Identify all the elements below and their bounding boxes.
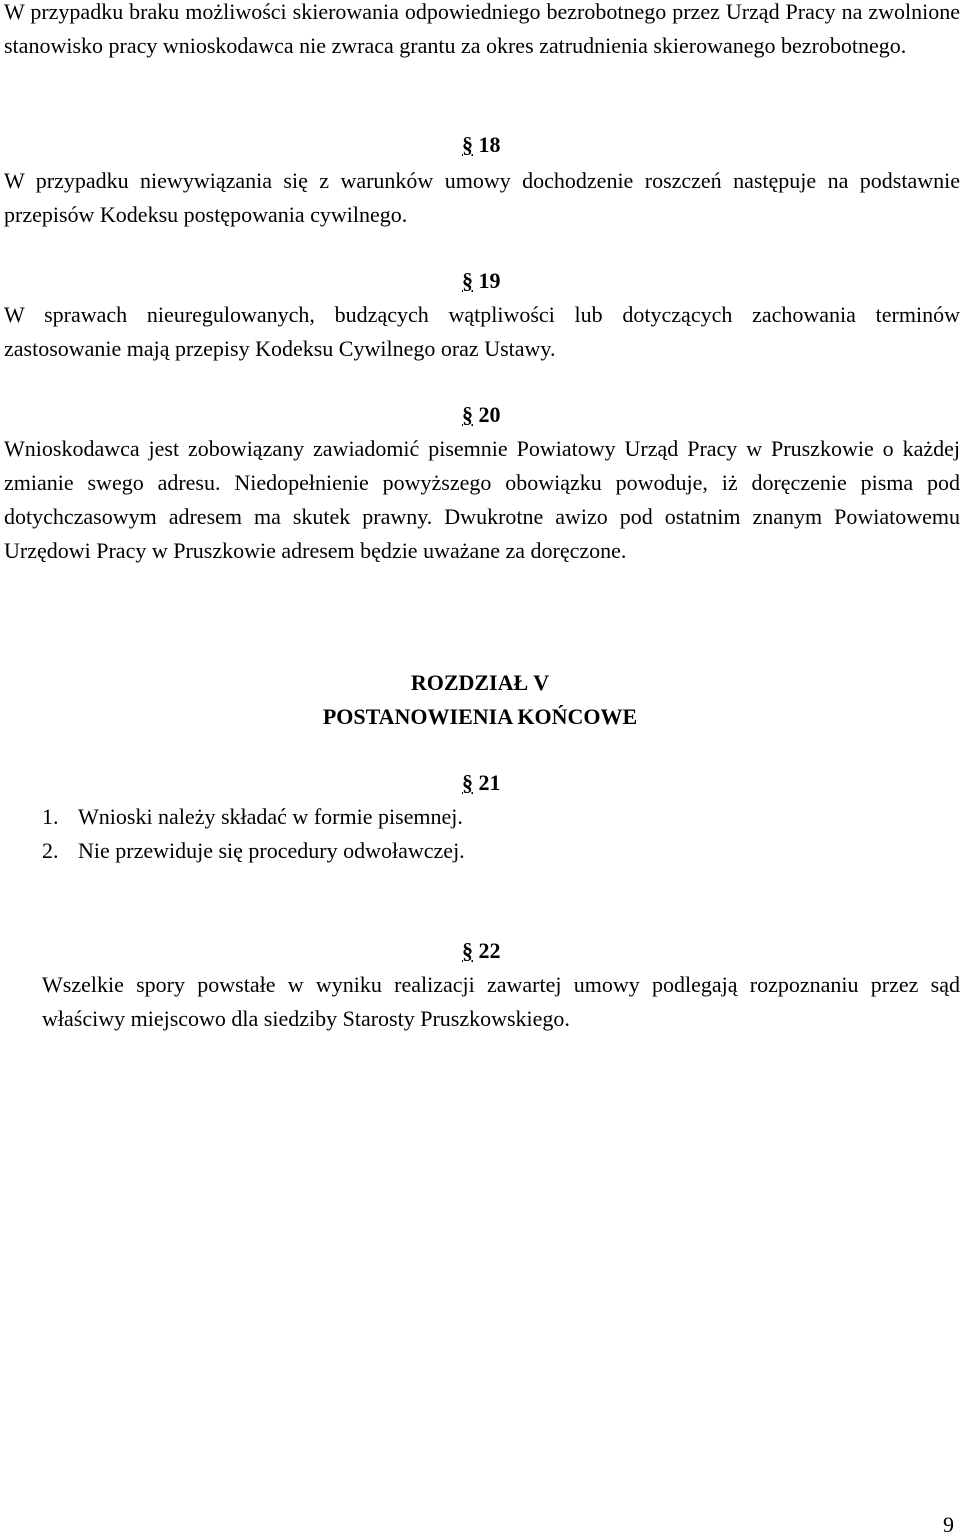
section-number: 19: [478, 268, 501, 293]
section-22-text: Wszelkie spory powstałe w wyniku realizacji zawartej umowy podlegają rozpoznaniu przez sąd właściwy miejscowo dla siedziby Starosty Pruszkowskiego.: [42, 972, 960, 1031]
page-number: 9: [943, 1512, 954, 1537]
list-item: [42, 800, 463, 834]
list-item-number: 2.: [42, 838, 59, 863]
list-item-text: Wnioski należy składać w formie pisemnej.: [78, 804, 463, 829]
section-number: 18: [478, 132, 501, 157]
section-number: 20: [478, 402, 501, 427]
paragraph-intro: W przypadku braku możliwości skierowania odpowiedniego bezrobotnego przez Urząd Pracy na zwolnione stanowisko pracy wnioskodawca nie zwraca grantu za okres zatrudnienia skierowanego bezrobotnego.: [4, 0, 960, 58]
section-18-text: W przypadku niewywiązania się z warunków umowy dochodzenie roszczeń następuje na podstawnie przepisów Kodeksu postępowania cywilnego.: [4, 168, 960, 227]
section-18-heading: [462, 128, 501, 162]
section-19-text: W sprawach nieuregulowanych, budzących wątpliwości lub dotyczących zachowania terminów zastosowanie mają przepisy Kodeksu Cywilnego oraz Ustawy.: [4, 302, 960, 361]
section-21-heading: [462, 766, 501, 800]
section-19-heading: [462, 264, 501, 298]
list-item-text: Nie przewiduje się procedury odwoławczej.: [78, 838, 465, 863]
section-sign: §: [462, 132, 473, 157]
section-number: 22: [478, 938, 501, 963]
section-22-heading: [462, 934, 501, 968]
section-number: 21: [478, 770, 501, 795]
chapter-subtitle: POSTANOWIENIA KOŃCOWE: [322, 704, 638, 729]
section-20-text: Wnioskodawca jest zobowiązany zawiadomić pisemnie Powiatowy Urząd Pracy w Pruszkowie o każdej zmianie swego adresu. Niedopełnienie powyższego obowiązku powoduje, iż doręczenie pisma pod dotychczasowym adresem ma skutek prawny. Dwukrotne awizo pod ostatnim znanym Powiatowemu Urzędowi Pracy w Pruszkowie adresem będzie uważane za doręczone.: [4, 436, 960, 563]
section-sign: §: [462, 402, 473, 427]
chapter-title: ROZDZIAŁ V: [410, 670, 550, 695]
section-sign: §: [462, 770, 473, 795]
section-sign: §: [462, 938, 473, 963]
list-item-number: 1.: [42, 804, 59, 829]
section-20-heading: [462, 398, 501, 432]
section-sign: §: [462, 268, 473, 293]
list-item: [42, 834, 465, 868]
